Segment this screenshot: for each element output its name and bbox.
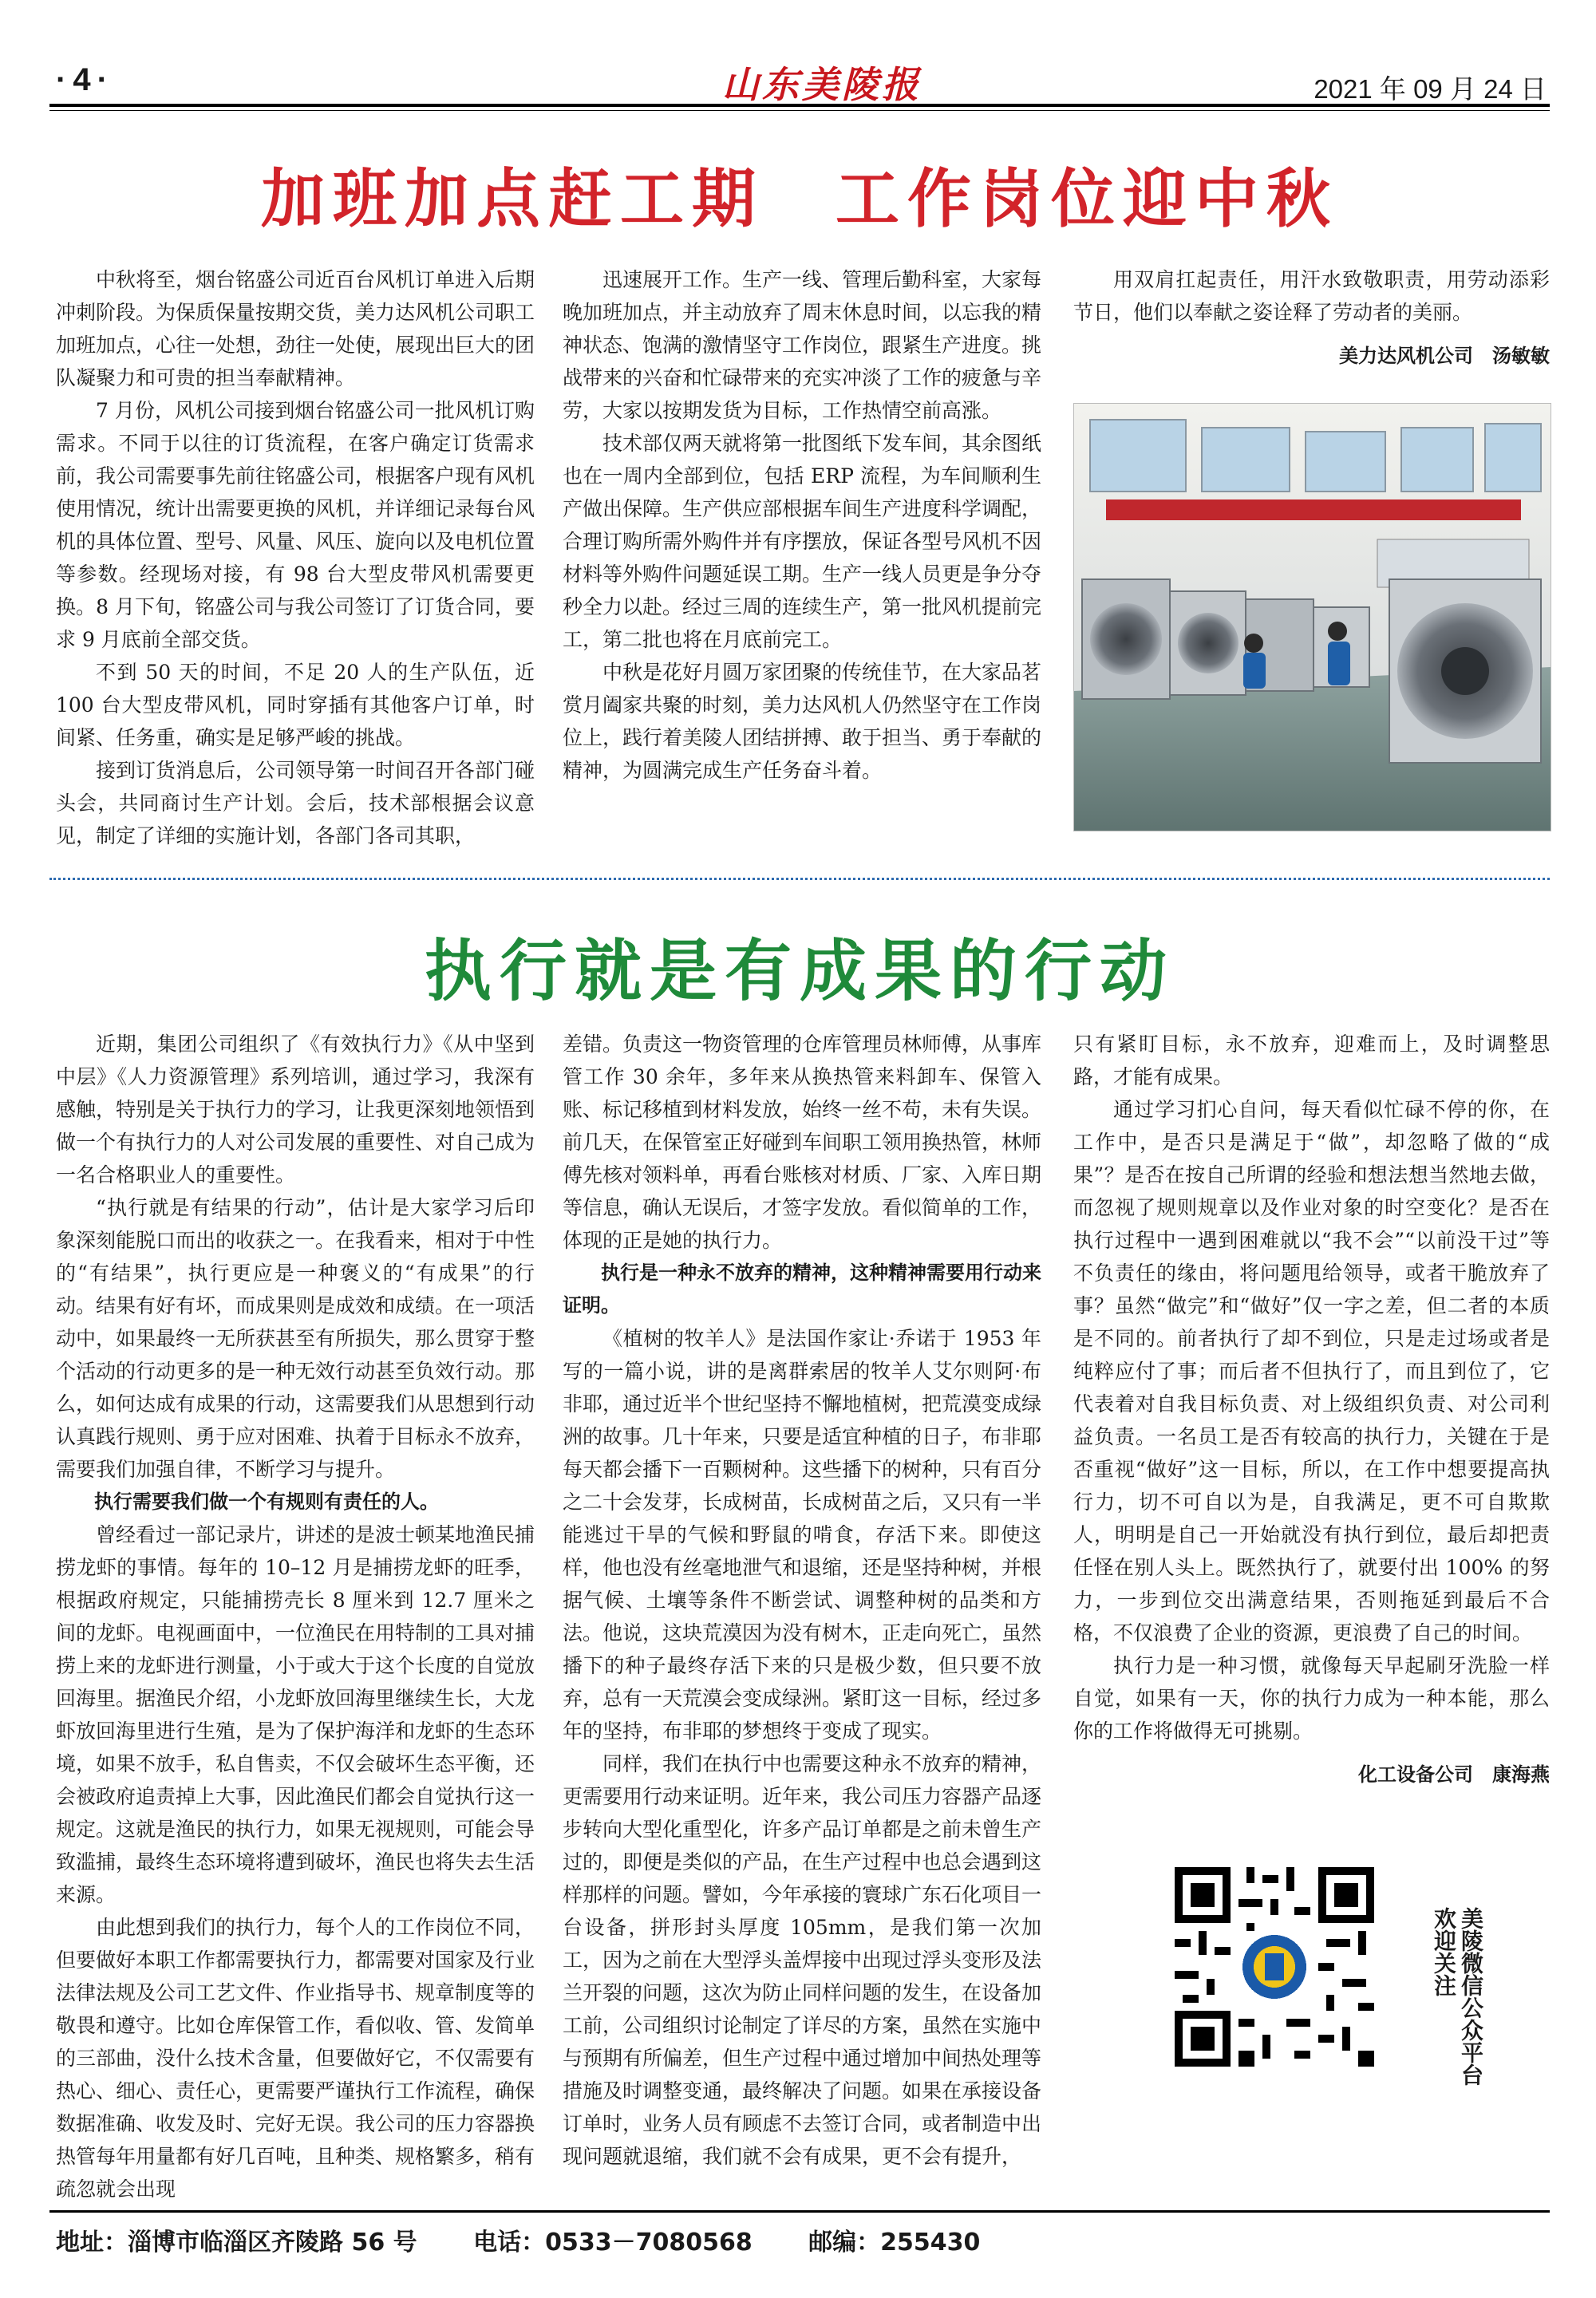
article2-byline: 化工设备公司 康海燕 [1358,1763,1550,1786]
article2-paragraph: “执行就是有结果的行动”，估计是大家学习后印象深刻能脱口而出的收获之一。在我看来，相对于中性的“有结果”，执行更应是一种褒义的“有成果”的行动。结果有好有坏，而成果则是成效和成绩。在一项活动中，如果最终一无所获甚至有所损失，那么贯穿于整个活动的行动更多的是一种无效行动甚至负效行动。那么，如何达成有成果的行动，这需要我们从思想到行动认真践行规则、勇于应对困难、执着于目标永不放弃，需要我们加强自律，不断学习与提升。 [56,1196,535,1481]
page-number: ·4· [56,62,114,97]
article1-column-2 [563,263,1041,787]
article1-paragraph: 中秋将至，烟台铭盛公司近百台风机订单进入后期冲刺阶段。为保质保量按期交货，美力达风机公司职工加班加点，心往一处想，劲往一处使，展现出巨大的团队凝聚力和可贵的担当奉献精神。 [56,268,535,389]
article1-paragraph: 迅速展开工作。生产一线、管理后勤科室，大家每晚加班加点，并主动放弃了周末休息时间，以忘我的精神状态、饱满的激情坚守工作岗位，跟紧生产进度。挑战带来的兴奋和忙碌带来的充实冲淡了工作的疲惫与辛劳，大家以按期发货为目标，工作热情空前高涨。 [563,268,1042,422]
footer-rule [49,2210,1550,2213]
article-divider [49,878,1550,880]
header-rule [49,104,1550,107]
header-rule-thin [49,110,1550,111]
article1-paragraph: 不到 50 天的时间，不足 20 人的生产队伍，近 100 台大型皮带风机，同时穿插有其他客户订单，时间紧、任务重，确实是足够严峻的挑战。 [56,661,535,749]
factory-workshop-photo [1073,403,1551,831]
footer [56,2222,1492,2257]
article1-paragraph: 用双肩扛起责任，用汗水致敬职责，用劳动添彩节日，他们以奉献之姿诠释了劳动者的美丽。 [1073,268,1550,324]
article1-paragraph: 接到订货消息后，公司领导第一时间召开各部门碰头会，共同商讨生产计划。会后，技术部根据会议意见，制定了详细的实施计划，各部门各司其职， [56,759,535,847]
article2-paragraph: 《植树的牧羊人》是法国作家让·乔诺于 1953 年写的一篇小说，讲的是离群索居的牧羊人艾尔则阿·布非耶，通过近半个世纪坚持不懈地植树，把荒漠变成绿洲的故事。几十年来，只要是适宜种植的日子，布非耶每天都会播下一百颗树种。这些播下的树种，只有百分之二十会发芽，长成树苗，长成树苗之后，又只有一半能逃过干旱的气候和野鼠的啃食，存活下来。即使这样，他也没有丝毫地泄气和退缩，还是坚持种树，并根据气候、土壤等条件不断尝试、调整种树的品类和方法。他说，这块荒漠因为没有树木，正走向死亡，虽然播下的种子最终存活下来的只是极少数，但只要不放弃，总有一天荒漠会变成绿洲。紧盯这一目标，经过多年的坚持，布非耶的梦想终于变成了现实。 [563,1327,1042,1743]
article2-subheading: 执行需要我们做一个有规则有责任的人。 [94,1491,439,1513]
article2-paragraph: 只有紧盯目标，永不放弃，迎难而上，及时调整思路，才能有成果。 [1073,1033,1550,1088]
article2-paragraph: 通过学习扪心自问，每天看似忙碌不停的你，在工作中，是否只是满足于“做”，却忽略了做的“成果”？是否在按自己所谓的经验和想法想当然地去做，而忽视了规则规章以及作业对象的时空变化？是否在执行过程中一遇到困难就以“我不会”“以前没干过”等不负责任的缘由，将问题甩给领导，或者干脆放弃了事？虽然“做完”和“做好”仅一字之差，但二者的本质是不同的。前者执行了却不到位，只是走过场或者是纯粹应付了事；而后者不但执行了，而且到位了，它代表着对自我目标负责、对上级组织负责、对公司利益负责。一名员工是否有较高的执行力，关键在于是否重视“做好”这一目标，所以，在工作中想要提高执行力，切不可自以为是，自我满足，更不可自欺欺人，明明是自己一开始就没有执行到位，最后却把责任怪在别人头上。既然执行了，就要付出 100% 的努力，一步到位交出满意结果，否则拖延到最后不合格，不仅浪费了企业的资源，更浪费了自己的时间。 [1073,1098,1550,1645]
article2-paragraph: 近期，集团公司组织了《有效执行力》《从中坚到中层》《人力资源管理》系列培训，通过学习，我深有感触，特别是关于执行力的学习，让我更深刻地领悟到做一个有执行力的人对公司发展的重要性、对自己成为一名合格职业人的重要性。 [56,1033,535,1187]
article2-column-1 [56,1028,535,2205]
article1-paragraph: 技术部仅两天就将第一批图纸下发车间，其余图纸也在一周内全部到位，包括 ERP 流程，为车间顺利生产做出保障。生产供应部根据车间生产进度科学调配，合理订购所需外购件并有序摆放，保证各型号风机不因材料等外购件问题延误工期。生产一线人员更是争分夺秒全力以赴。经过三周的连续生产，第一批风机提前完工，第二批也将在月底前完工。 [563,432,1042,651]
article1-byline: 美力达风机公司 汤敏敏 [1339,345,1550,367]
article2-paragraph: 执行力是一种习惯，就像每天早起刷牙洗脸一样自觉，如果有一天，你的执行力成为一种本能，那么你的工作将做得无可挑剔。 [1073,1654,1550,1743]
issue-date: 2021 年 09 月 24 日 [1314,74,1547,104]
footer-phone: 电话：0533－7080568 [473,2229,753,2257]
newspaper-masthead: 山东美陵报 [722,63,922,106]
article1-paragraph: 中秋是花好月圆万家团聚的传统佳节，在大家品茗赏月阖家共聚的时刻，美力达风机人仍然坚守在工作岗位上，践行着美陵人团结拼搏、敢于担当、勇于奉献的精神，为圆满完成生产任务奋斗着。 [563,661,1042,782]
article2-column-2 [563,1028,1041,2173]
article2-paragraph: 差错。负责这一物资管理的仓库管理员林师傅，从事库管工作 30 余年，多年来从换热管来料卸车、保管入账、标记移植到材料发放，始终一丝不苟，未有失误。前几天，在保管室正好碰到车间职工领用换热管，林师傅先核对领料单，再看台账核对材质、厂家、入库日期等信息，确认无误后，才签字发放。看似简单的工作，体现的正是她的执行力。 [563,1033,1042,1252]
article2-headline: 执行就是有成果的行动 [424,932,1175,1010]
article2-paragraph: 同样，我们在执行中也需要这种永不放弃的精神，更需要用行动来证明。近年来，我公司压力容器产品逐步转向大型化重型化，许多产品订单都是之前未曾生产过的，即便是类似的产品，在生产过程中也总会遇到这样那样的问题。譬如，今年承接的寰球广东石化项目一台设备，拼形封头厚度 105mm，是我们第一次加工，因为之前在大型浮头盖焊接中出现过浮头变形及法兰开裂的问题，这次为防止同样问题的发生，在设备加工前，公司组织讨论制定了详尽的方案，虽然在实施中与预期有所偏差，但生产过程中通过增加中间热处理等措施及时调整变通，最终解决了问题。如果在承接设备订单时，业务人员有顾虑不去签订合同，或者制造中出现问题就退缩，我们就不会有成果，更不会有提升， [563,1752,1042,2168]
article1-headline: 加班加点赶工期 工作岗位迎中秋 [261,162,1338,236]
article1-column-1 [56,263,535,852]
article1-column-3 [1073,263,1550,373]
article2-paragraph: 曾经看过一部记录片，讲述的是波士顿某地渔民捕捞龙虾的事情。每年的 10–12 月是捕捞龙虾的旺季，根据政府规定，只能捕捞壳长 8 厘米到 12.7 厘米之间的龙虾。电视画面中，一位渔民在用特制的工具对捕捞上来的龙虾进行测量，小于或大于这个长度的自觉放回海里。据渔民介绍，小龙虾放回海里继续生长，大龙虾放回海里进行生殖，是为了保护海洋和龙虾的生态环境，如果不放手，私自售卖，不仅会破坏生态平衡，还会被政府追责掉上大事，因此渔民们都会自觉执行这一规定。这就是渔民的执行力，如果无视规则，可能会导致滥捕，最终生态环境将遭到破坏，渔民也将失去生活来源。 [56,1523,535,1906]
article1-paragraph: 7 月份，风机公司接到烟台铭盛公司一批风机订购需求。不同于以往的订货流程，在客户确定订货需求前，我公司需要事先前往铭盛公司，根据客户现有风机使用情况，统计出需要更换的风机，并详细记录每台风机的具体位置、型号、风量、风压、旋向以及电机位置等参数。经现场对接，有 98 台大型皮带风机需要更换。8 月下旬，铭盛公司与我公司签订了订货合同，要求 9 月底前全部交货。 [56,399,535,651]
footer-address: 地址：淄博市临淄区齐陵路 56 号 [56,2229,417,2257]
article2-paragraph: 由此想到我们的执行力，每个人的工作岗位不同，但要做好本职工作都需要执行力，都需要对国家及行业法律法规及公司工艺文件、作业指导书、规章制度等的敬畏和遵守。比如仓库保管工作，看似收、管、发简单的三部曲，没什么技术含量，但要做好它，不仅需要有热心、细心、责任心，更需要严谨执行工作流程，确保数据准确、收发及时、完好无误。我公司的压力容器换热管每年用量都有好几百吨，且种类、规格繁多，稍有疏忽就会出现 [56,1916,535,2201]
article2-subheading: 执行是一种永不放弃的精神，这种精神需要用行动来证明。 [563,1262,1041,1317]
article2-column-3 [1073,1028,1550,1791]
wechat-qr-code[interactable] [1167,1859,1382,2075]
footer-postcode: 邮编：255430 [808,2229,981,2257]
qr-caption: 美陵微信公众平台欢迎关注 [1431,1907,1484,2086]
